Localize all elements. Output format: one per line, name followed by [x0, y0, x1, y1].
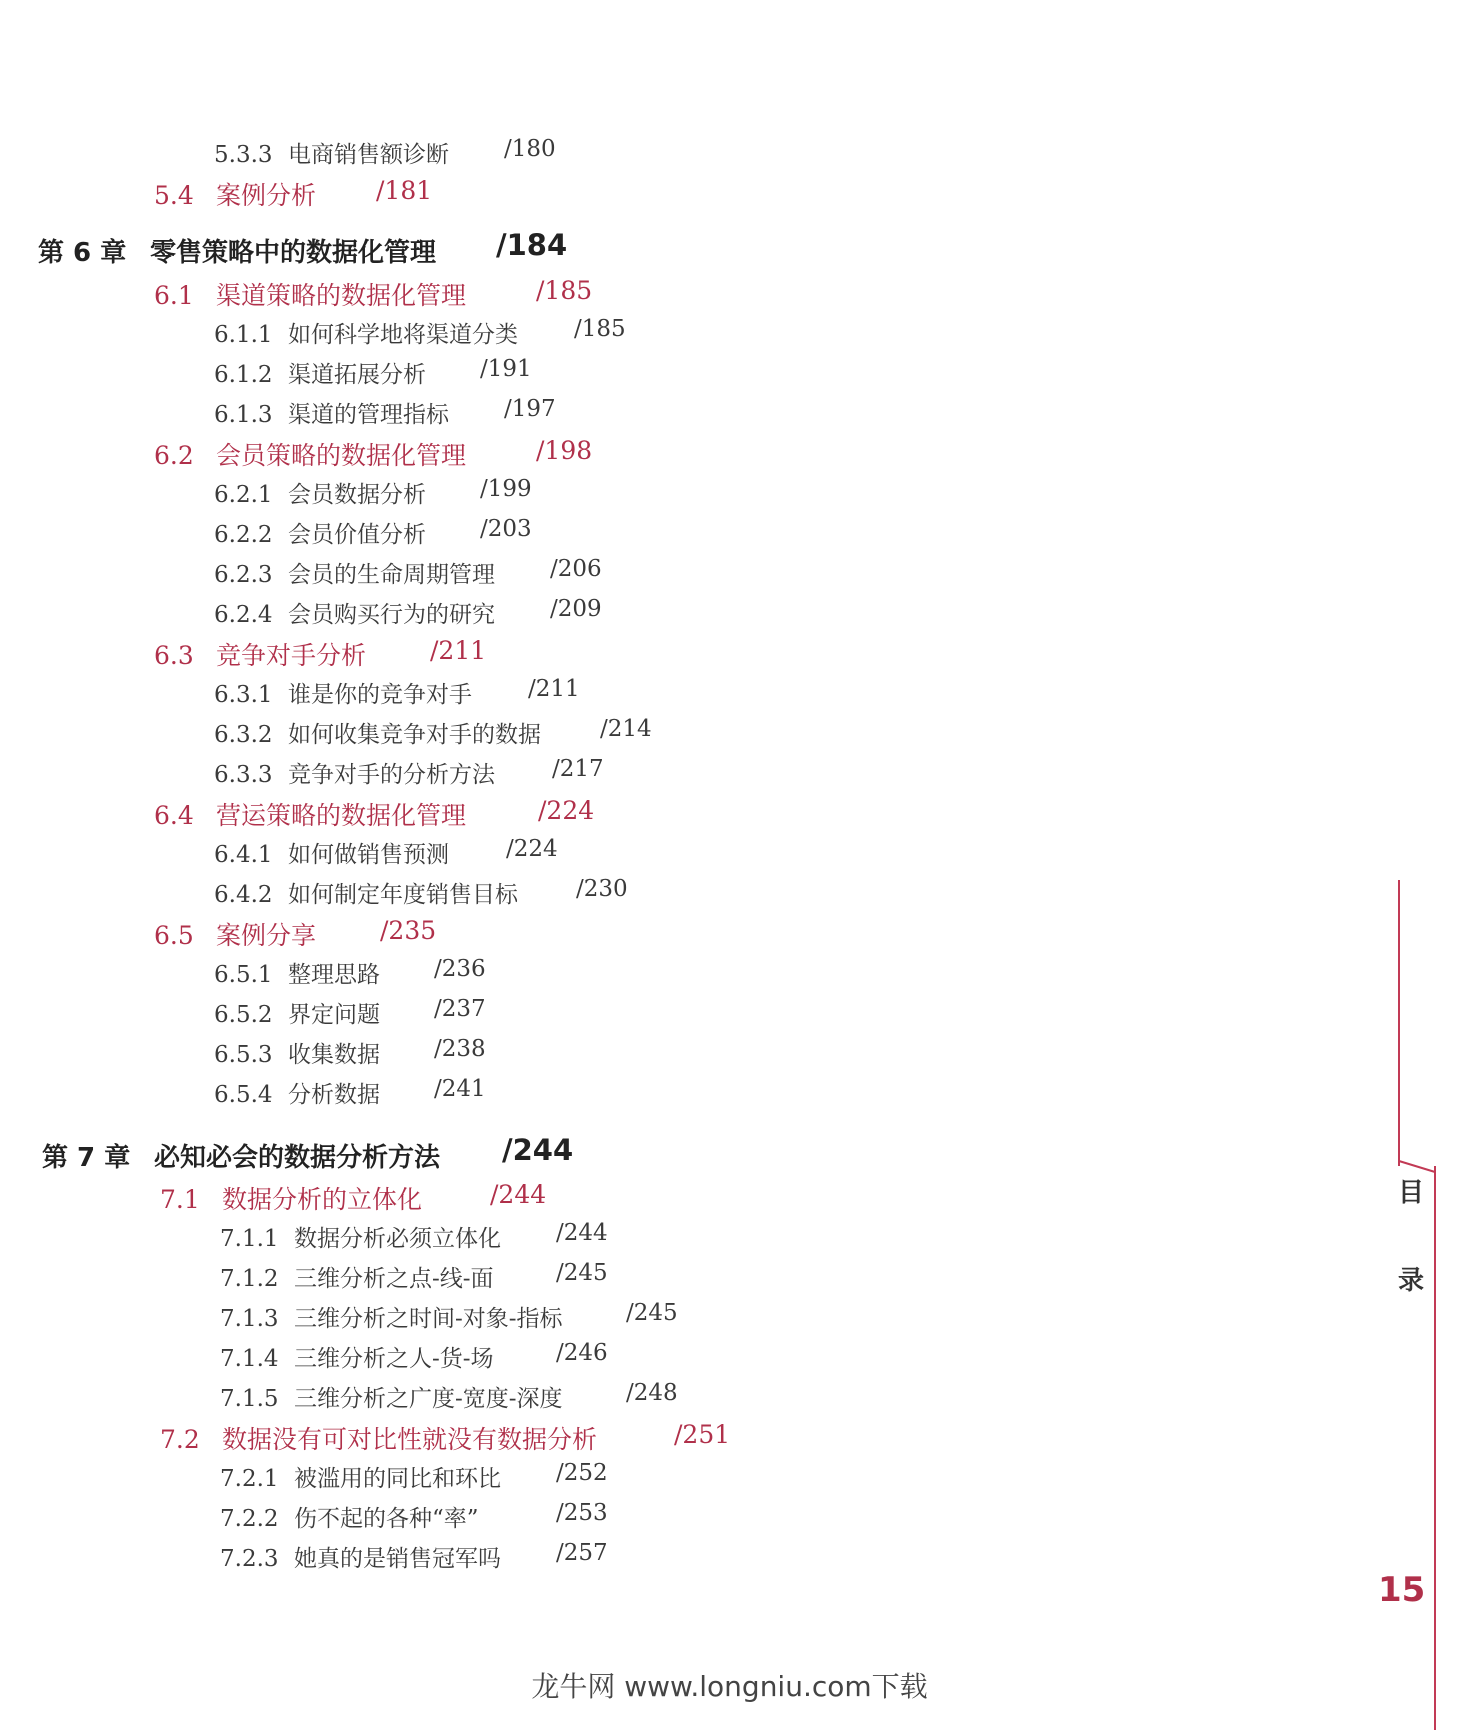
toc-entry-6-2-3: 6.2.3 会员的生命周期管理 /206 — [214, 556, 602, 588]
toc-entry-7-1-4: 7.1.4 三维分析之人-货-场 /246 — [220, 1340, 608, 1372]
toc-entry-6-2-4: 6.2.4 会员购买行为的研究 /209 — [214, 596, 602, 628]
toc-section-6-4: 6.4 营运策略的数据化管理 /224 — [154, 796, 595, 830]
toc-entry-7-2-2: 7.2.2 伤不起的各种“率” /253 — [220, 1500, 608, 1532]
watermark-footer: 龙牛网 www.longniu.com下载 — [531, 1670, 928, 1703]
toc-section-6-5: 6.5 案例分享 /235 — [154, 916, 437, 950]
toc-entry-6-3-2: 6.3.2 如何收集竞争对手的数据 /214 — [214, 716, 652, 748]
toc-entry-6-5-1: 6.5.1 整理思路 /236 — [214, 956, 486, 988]
toc-entry-7-1-1: 7.1.1 数据分析必须立体化 /244 — [220, 1220, 608, 1252]
toc-entry-6-4-2: 6.4.2 如何制定年度销售目标 /230 — [214, 876, 628, 908]
toc-section-7-1: 7.1 数据分析的立体化 /244 — [160, 1180, 547, 1214]
toc-entry-6-3-3: 6.3.3 竞争对手的分析方法 /217 — [214, 756, 604, 788]
toc-entry-6-5-4: 6.5.4 分析数据 /241 — [214, 1076, 486, 1108]
toc-entry-7-1-3: 7.1.3 三维分析之时间-对象-指标 /245 — [220, 1300, 678, 1332]
toc-section-6-1: 6.1 渠道策略的数据化管理 /185 — [154, 276, 593, 310]
margin-rule-lower — [1434, 1166, 1436, 1730]
toc-entry-6-1-2: 6.1.2 渠道拓展分析 /191 — [214, 356, 532, 388]
margin-rule-upper — [1398, 880, 1400, 1166]
toc-entry-7-2-3: 7.2.3 她真的是销售冠军吗 /257 — [220, 1540, 608, 1572]
toc-section-6-3: 6.3 竞争对手分析 /211 — [154, 636, 487, 670]
toc-chapter-7: 第 7 章 必知必会的数据分析方法 /244 — [42, 1133, 574, 1173]
toc-entry-6-5-3: 6.5.3 收集数据 /238 — [214, 1036, 486, 1068]
toc-entry-7-2-1: 7.2.1 被滥用的同比和环比 /252 — [220, 1460, 608, 1492]
toc-entry-6-1-1: 6.1.1 如何科学地将渠道分类 /185 — [214, 316, 626, 348]
toc-section-6-2: 6.2 会员策略的数据化管理 /198 — [154, 436, 593, 470]
toc-entry-7-1-2: 7.1.2 三维分析之点-线-面 /245 — [220, 1260, 608, 1292]
toc-entry-6-4-1: 6.4.1 如何做销售预测 /224 — [214, 836, 558, 868]
toc-section-7-2: 7.2 数据没有可对比性就没有数据分析 /251 — [160, 1420, 731, 1454]
toc-entry-6-2-2: 6.2.2 会员价值分析 /203 — [214, 516, 532, 548]
toc-entry-6-3-1: 6.3.1 谁是你的竞争对手 /211 — [214, 676, 580, 708]
side-label-lu: 录 — [1398, 1266, 1425, 1296]
side-label-mu: 目 — [1398, 1178, 1425, 1208]
toc-section-5-4: 5.4 案例分析 /181 — [154, 176, 433, 210]
toc-entry-6-1-3: 6.1.3 渠道的管理指标 /197 — [214, 396, 556, 428]
toc-chapter-6: 第 6 章 零售策略中的数据化管理 /184 — [38, 228, 568, 268]
toc-entry-6-2-1: 6.2.1 会员数据分析 /199 — [214, 476, 532, 508]
page-number: 15 — [1378, 1570, 1426, 1610]
toc-entry-6-5-2: 6.5.2 界定问题 /237 — [214, 996, 486, 1028]
toc-entry-5-3-3: 5.3.3 电商销售额诊断 /180 — [214, 136, 556, 168]
toc-entry-7-1-5: 7.1.5 三维分析之广度-宽度-深度 /248 — [220, 1380, 678, 1412]
